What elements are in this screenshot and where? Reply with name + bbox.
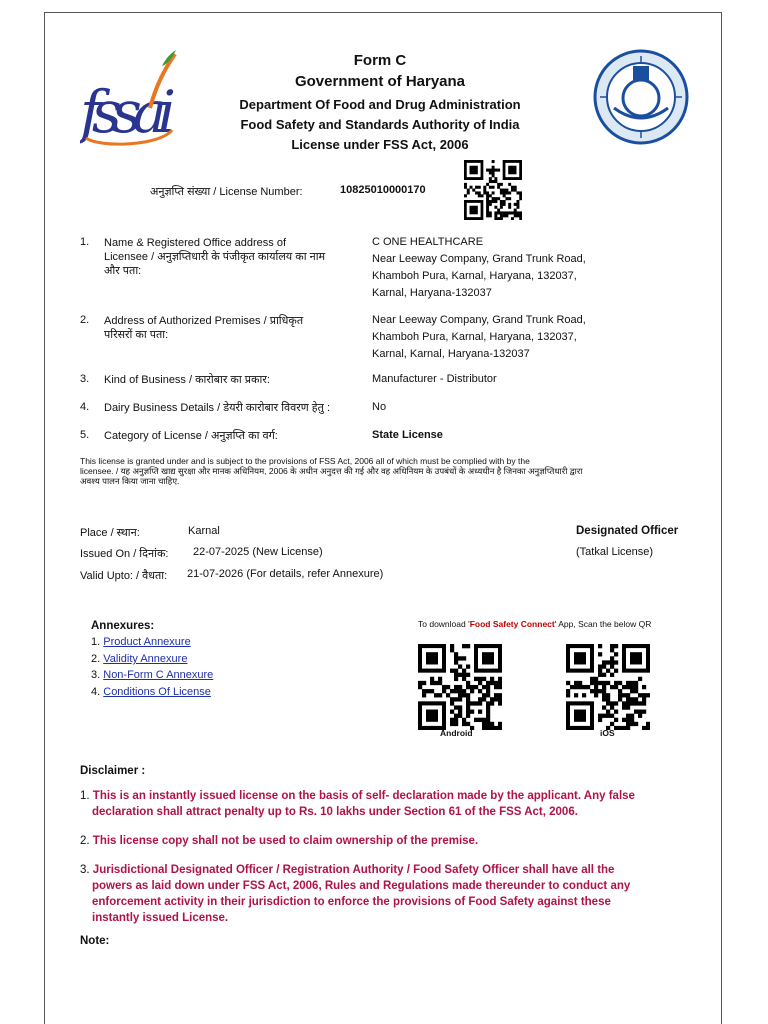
annexure-item: 1. Product Annexure: [91, 636, 191, 648]
place-value: Karnal: [188, 525, 220, 537]
place-label: Place / स्थान:: [80, 527, 140, 539]
item-number: 1.: [80, 236, 90, 248]
fssai-logo: [80, 46, 180, 150]
item-number: 3.: [80, 373, 90, 385]
validity-annexure-link[interactable]: Validity Annexure: [103, 653, 188, 665]
item-label: Kind of Business / कारोबार का प्रकार:: [104, 374, 270, 386]
item-number: 2.: [80, 314, 90, 326]
designated-officer: Designated Officer: [576, 525, 679, 537]
non-form-c-annexure-link[interactable]: Non-Form C Annexure: [103, 669, 214, 681]
android-label: Android: [440, 728, 473, 738]
product-annexure-link[interactable]: Product Annexure: [103, 636, 191, 648]
valid-upto-label: Valid Upto: / वैधता:: [80, 570, 168, 582]
item-value: No: [372, 401, 387, 413]
download-app-note: To download 'Food Safety Connect' App, Scan the below QR: [418, 619, 652, 629]
authority-title: Food Safety and Standards Authority of India: [240, 117, 520, 132]
disclaimer-item: 1. This is an instantly issued license on the basis of self- declaration made by the applicant. Any false declaration shall attract penalty up to Rs. 10 lakhs under Section 61 of the FSS Act, 2006.: [80, 790, 635, 818]
department-title: Department Of Food and Drug Administration: [239, 97, 521, 112]
form-title: Form C: [353, 52, 407, 69]
disclaimer-item: 3. Jurisdictional Designated Officer / Registration Authority / Food Safety Officer shall have all the powers as laid down under FSS Act, 2006, Rules and Regulations made thereunder to conduct any enforcement activity in their jurisdiction to enforce the provisions of Food Safety against these instantly issued License.: [80, 864, 631, 924]
item-label: Name & Registered Office address of Licensee / अनुज्ञप्तिधारी के पंजीकृत कार्यालय का नाम और पता:: [104, 237, 326, 277]
item-value: Manufacturer - Distributor: [372, 373, 497, 385]
disclaimer-title: Disclaimer :: [80, 765, 146, 777]
item-value: State License: [372, 429, 443, 441]
license-qr-code: [464, 160, 522, 220]
annexure-item: 3. Non-Form C Annexure: [91, 669, 214, 681]
annexure-item: 2. Validity Annexure: [91, 653, 188, 665]
annexures-title: Annexures:: [91, 620, 155, 632]
conditions-of-license-link[interactable]: Conditions Of License: [103, 686, 211, 698]
item-number: 5.: [80, 429, 90, 441]
issued-on-value: 22-07-2025 (New License): [193, 546, 323, 558]
license-act-title: License under FSS Act, 2006: [291, 137, 469, 152]
item-value: Near Leeway Company, Grand Trunk Road, Khamboh Pura, Karnal, Haryana, 132037, Karnal, Karnal, Haryana-132037: [372, 314, 586, 360]
ios-label: iOS: [600, 728, 615, 738]
item-number: 4.: [80, 401, 90, 413]
disclaimer-item: 2. This license copy shall not be used to claim ownership of the premise.: [80, 835, 479, 847]
annexure-item: 4. Conditions Of License: [91, 686, 211, 698]
license-number: 10825010000170: [340, 184, 426, 196]
issued-on-label: Issued On / दिनांक:: [80, 548, 169, 560]
tatkal-license: (Tatkal License): [576, 546, 654, 558]
item-value: C ONE HEALTHCARE Near Leeway Company, Grand Trunk Road, Khamboh Pura, Karnal, Haryana, 132037, Karnal, Haryana-132037: [372, 236, 586, 299]
item-label: Category of License / अनुज्ञप्ति का वर्ग:: [104, 430, 278, 442]
government-title: Government of Haryana: [294, 73, 466, 90]
ios-qr-code[interactable]: [566, 644, 650, 730]
valid-upto-value: 21-07-2026 (For details, refer Annexure): [187, 568, 384, 580]
haryana-emblem: [592, 48, 690, 146]
svg-text:fssai: fssai: [80, 78, 176, 146]
item-label: Dairy Business Details / डेयरी कारोबार विवरण हेतु :: [104, 402, 331, 414]
license-number-label: अनुज्ञप्ति संख्या / License Number:: [150, 186, 303, 198]
license-terms-note: This license is granted under and is subject to the provisions of FSS Act, 2006 all of which must be complied with by the licensee. / यह अनुज्ञप्ति खाद्य सुरक्षा और मानक अधिनियम, 2006 के अधीन अनुदत्त की गई और वह अधिनियम के उपबंधों के अध्यधीन है जिनका अनुज्ञप्तिधारी द्वारा अवश्य पालन किया जाना चाहिए.: [80, 456, 583, 486]
item-label: Address of Authorized Premises / प्राधिकृत परिसरों का पता:: [104, 315, 304, 341]
note-title: Note:: [80, 935, 110, 947]
android-qr-code[interactable]: [418, 644, 502, 730]
